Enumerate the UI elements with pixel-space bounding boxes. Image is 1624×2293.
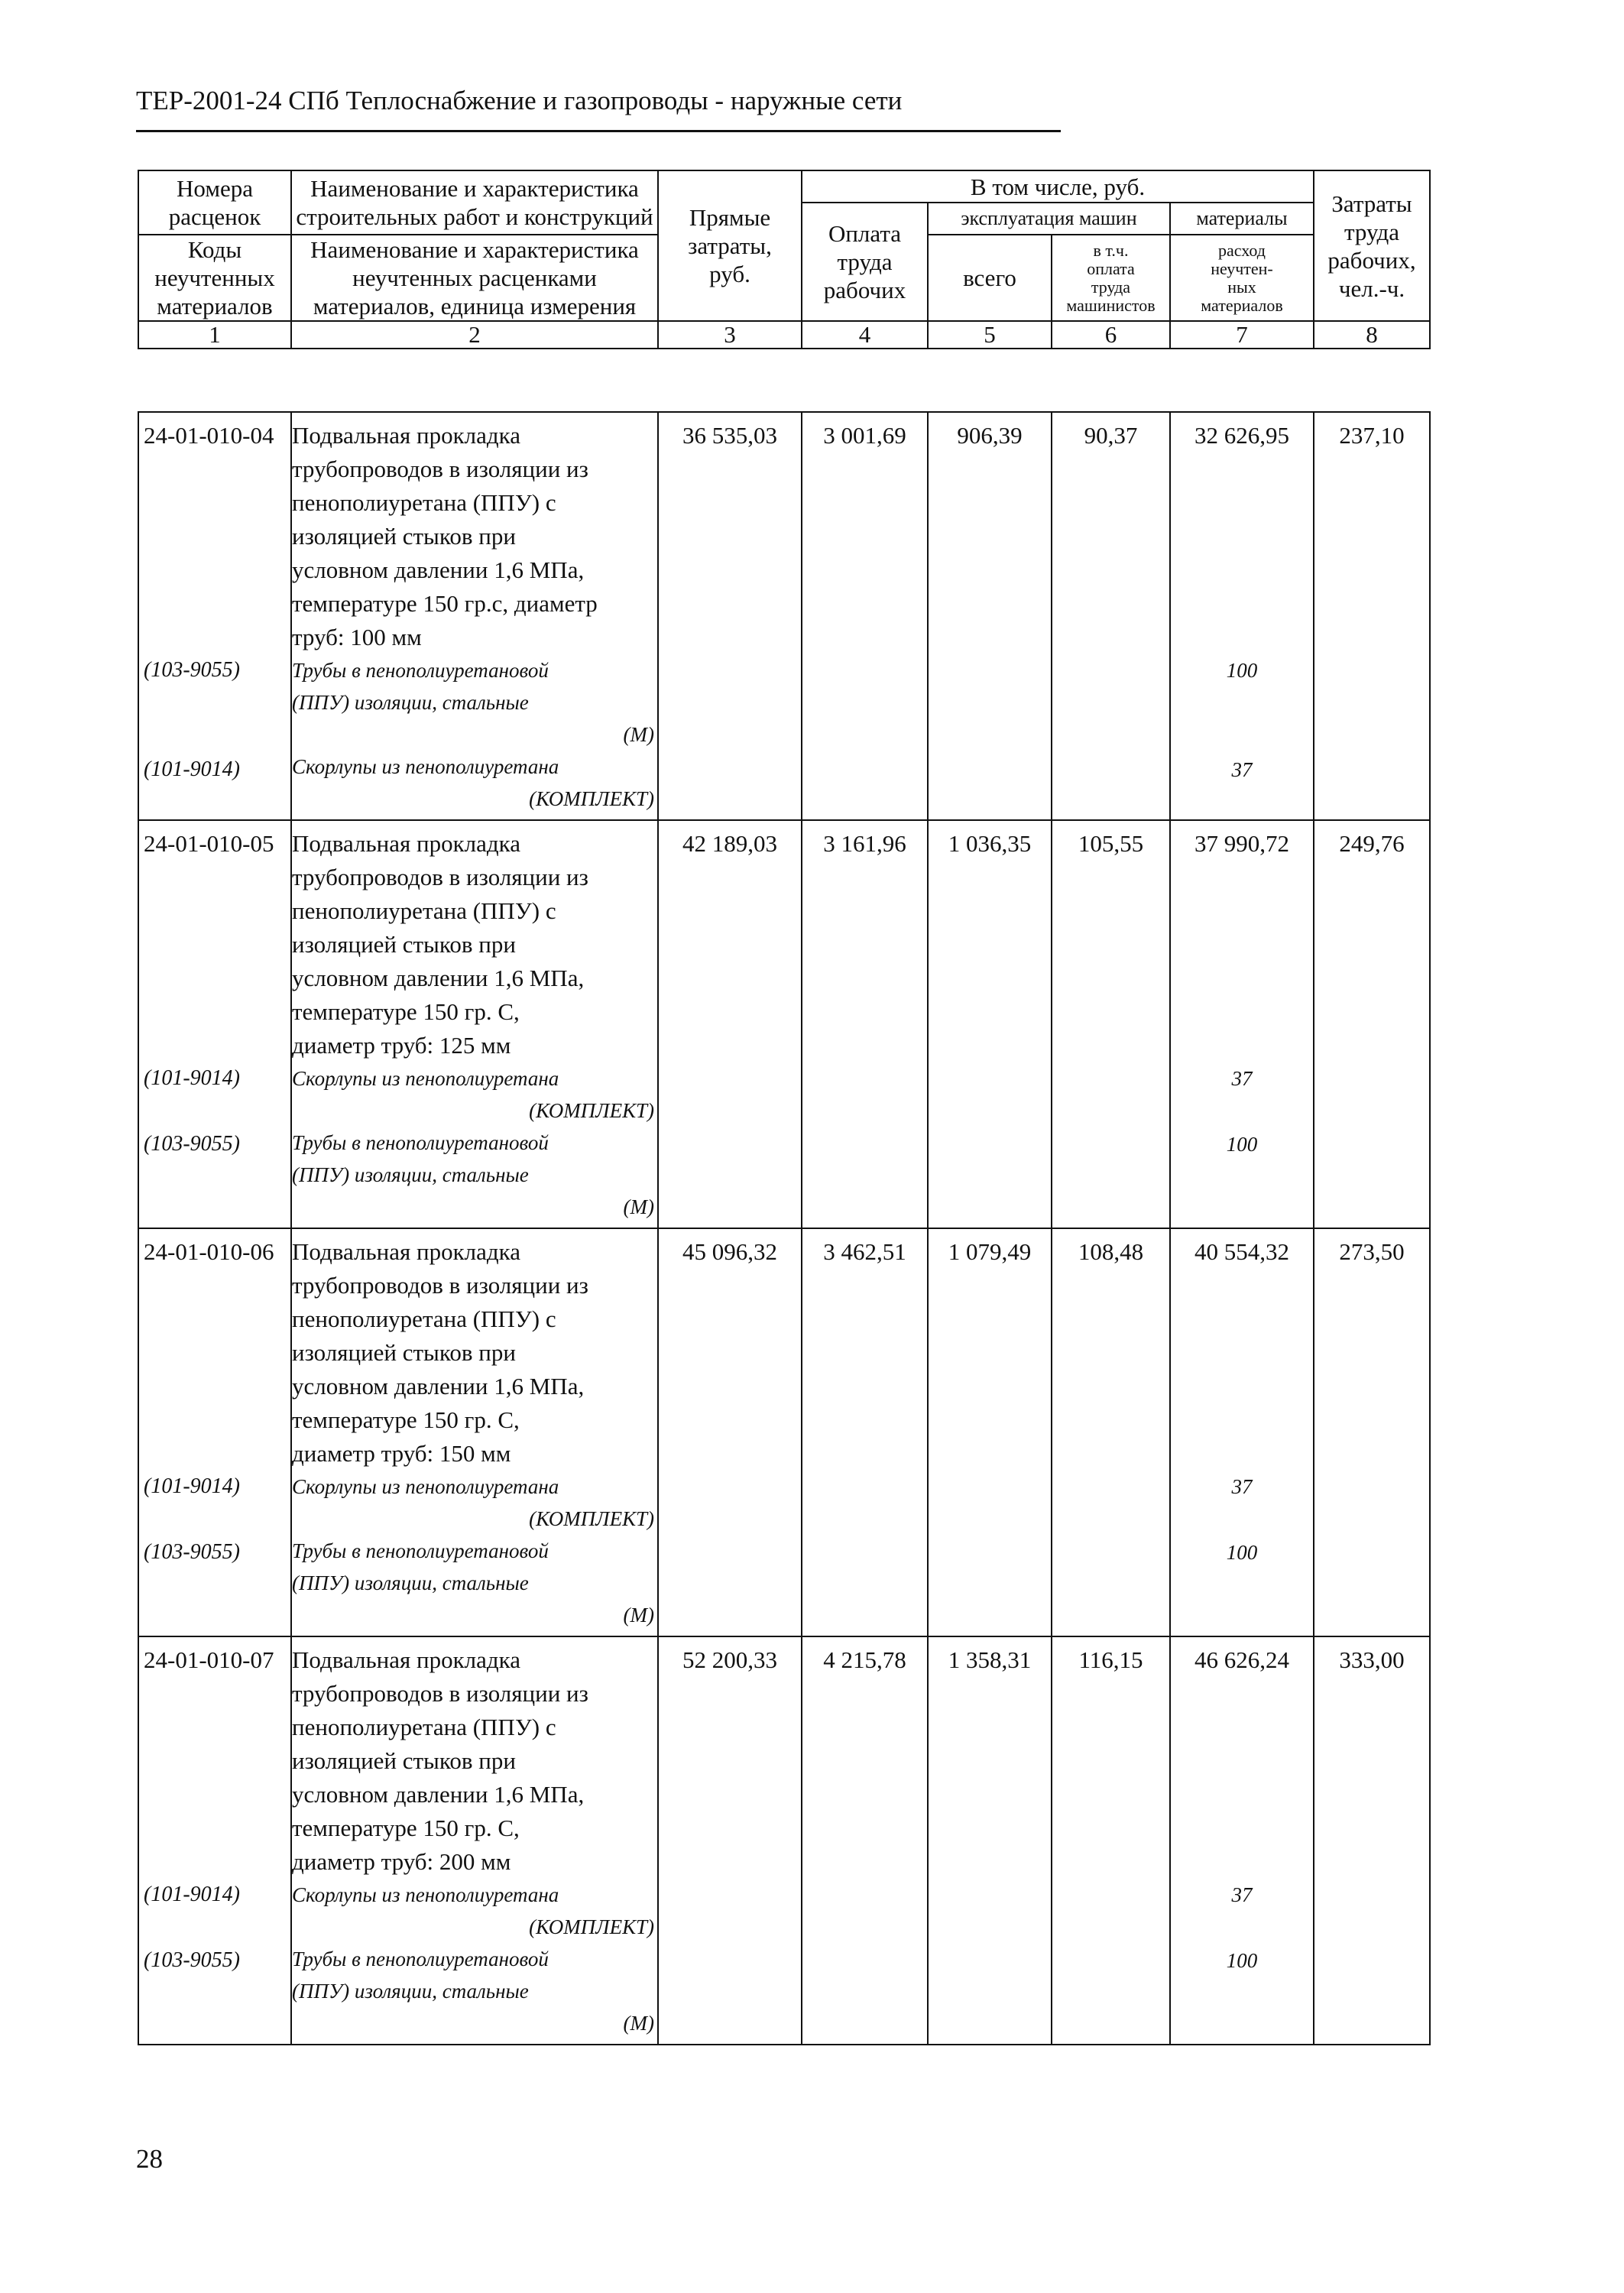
work-name-line: Подвальная прокладка (292, 1238, 520, 1265)
materials-cost: 46 626,24 (1194, 1646, 1289, 1673)
material-code: (101-9014) (144, 1883, 240, 1906)
material-quantity: 37 (1231, 1067, 1253, 1090)
work-name-line: условном давлении 1,6 МПа, (292, 556, 585, 583)
code-cell (138, 1228, 291, 1636)
header-material-names: Наименование и характеристика неучтенных расценками материалов, единица измерения (291, 235, 658, 321)
header-group-including: В том числе, руб. (802, 170, 1314, 203)
name-cell (291, 1228, 658, 1636)
header-worker-pay: Оплата труда рабочих (802, 203, 928, 321)
material-name: Трубы в пенополиуретановой (292, 1131, 549, 1154)
header-labor-hours: Затраты труда рабочих, чел.-ч. (1314, 170, 1430, 321)
work-name-line: диаметр труб: 150 мм (292, 1440, 511, 1467)
material-quantity: 37 (1231, 1475, 1253, 1498)
material-unit: (КОМПЛЕКТ) (529, 787, 654, 810)
rate-code: 24-01-010-05 (144, 830, 274, 857)
material-code: (103-9055) (144, 1540, 240, 1564)
header-work-name: Наименование и характеристика строительных работ и конструкций (291, 170, 658, 235)
code-cell (138, 1636, 291, 2045)
machinists-pay: 108,48 (1052, 1228, 1170, 1636)
table-row (138, 1636, 1430, 2045)
material-name: Трубы в пенополиуретановой (292, 1948, 549, 1970)
work-name-line: пенополиуретана (ППУ) с (292, 897, 556, 924)
header-rate-numbers: Номера расценок (138, 170, 291, 235)
column-number: 1 (138, 321, 291, 349)
work-name-line: трубопроводов в изоляции из (292, 1272, 588, 1299)
work-name-line: изоляцией стыков при (292, 1339, 516, 1366)
materials-cell (1170, 1228, 1314, 1636)
labor-hours: 237,10 (1314, 412, 1430, 820)
work-name-line: труб: 100 мм (292, 624, 422, 650)
work-name-line: Подвальная прокладка (292, 830, 520, 857)
material-name: Скорлупы из пенополиуретана (292, 1475, 559, 1498)
labor-hours: 273,50 (1314, 1228, 1430, 1636)
table-row (138, 1228, 1430, 1636)
work-name-line: диаметр труб: 200 мм (292, 1848, 511, 1875)
material-unit: (М) (623, 723, 654, 746)
header-direct-costs: Прямые затраты, руб. (658, 170, 802, 321)
direct-costs: 52 200,33 (658, 1636, 802, 2045)
material-name: Трубы в пенополиуретановой (292, 1539, 549, 1562)
material-code: (103-9055) (144, 1132, 240, 1156)
materials-cost: 40 554,32 (1194, 1238, 1289, 1265)
worker-pay: 3 161,96 (802, 820, 928, 1228)
title-rule (136, 130, 1061, 132)
material-quantity: 37 (1231, 758, 1253, 781)
material-code: (103-9055) (144, 658, 240, 682)
column-number: 3 (658, 321, 802, 349)
column-number: 4 (802, 321, 928, 349)
work-name-line: температуре 150 гр. С, (292, 998, 520, 1025)
work-name-line: температуре 150 гр.с, диаметр (292, 590, 598, 617)
material-name-continued: (ППУ) изоляции, стальные (292, 1571, 529, 1594)
work-name-line: условном давлении 1,6 МПа, (292, 965, 585, 991)
material-quantity: 100 (1226, 1541, 1258, 1564)
machinists-pay: 116,15 (1052, 1636, 1170, 2045)
machines-total: 1 036,35 (928, 820, 1052, 1228)
table-row (138, 820, 1430, 1228)
material-code: (101-9014) (144, 1474, 240, 1498)
document-title: ТЕР-2001-24 СПб Теплоснабжение и газопроводы - наружные сети (136, 86, 903, 115)
header-material-codes: Коды неучтенных материалов (138, 235, 291, 321)
header-unaccounted-materials: расход неучтен- ных материалов (1170, 235, 1314, 321)
material-quantity: 100 (1226, 659, 1258, 682)
machines-total: 1 358,31 (928, 1636, 1052, 2045)
work-name-line: пенополиуретана (ППУ) с (292, 489, 556, 516)
work-name-line: трубопроводов в изоляции из (292, 456, 588, 482)
rate-code: 24-01-010-06 (144, 1238, 274, 1265)
material-unit: (М) (623, 1195, 654, 1218)
work-name-line: Подвальная прокладка (292, 422, 520, 449)
work-name-line: Подвальная прокладка (292, 1646, 520, 1673)
table-row (138, 412, 1430, 820)
materials-cost: 37 990,72 (1194, 830, 1289, 857)
column-number: 8 (1314, 321, 1430, 349)
materials-cell (1170, 412, 1314, 820)
material-unit: (КОМПЛЕКТ) (529, 1915, 654, 1938)
work-name-line: трубопроводов в изоляции из (292, 864, 588, 890)
material-name: Скорлупы из пенополиуретана (292, 1883, 559, 1906)
work-name-line: условном давлении 1,6 МПа, (292, 1781, 585, 1808)
name-cell (291, 412, 658, 820)
rate-code: 24-01-010-04 (144, 422, 274, 449)
machines-total: 1 079,49 (928, 1228, 1052, 1636)
work-name-line: изоляцией стыков при (292, 1747, 516, 1774)
direct-costs: 36 535,03 (658, 412, 802, 820)
material-quantity: 100 (1226, 1949, 1258, 1972)
worker-pay: 4 215,78 (802, 1636, 928, 2045)
work-name-line: диаметр труб: 125 мм (292, 1032, 511, 1059)
material-name-continued: (ППУ) изоляции, стальные (292, 1163, 529, 1186)
work-name-line: трубопроводов в изоляции из (292, 1680, 588, 1707)
table-header (138, 170, 1431, 349)
column-number: 5 (928, 321, 1052, 349)
material-code: (101-9014) (144, 1066, 240, 1090)
header-materials: материалы (1170, 203, 1314, 235)
code-cell (138, 412, 291, 820)
materials-cost: 32 626,95 (1194, 422, 1289, 449)
material-unit: (КОМПЛЕКТ) (529, 1507, 654, 1530)
material-code: (103-9055) (144, 1948, 240, 1972)
material-name-continued: (ППУ) изоляции, стальные (292, 691, 529, 714)
page-number: 28 (136, 2144, 163, 2174)
material-unit: (КОМПЛЕКТ) (529, 1099, 654, 1122)
name-cell (291, 820, 658, 1228)
header-machinists-pay: в т.ч. оплата труда машинистов (1052, 235, 1170, 321)
material-unit: (М) (623, 2012, 654, 2035)
work-name-line: температуре 150 гр. С, (292, 1406, 520, 1433)
work-name-line: изоляцией стыков при (292, 523, 516, 550)
material-quantity: 37 (1231, 1883, 1253, 1906)
worker-pay: 3 462,51 (802, 1228, 928, 1636)
machinists-pay: 105,55 (1052, 820, 1170, 1228)
work-name-line: температуре 150 гр. С, (292, 1815, 520, 1841)
work-name-line: пенополиуретана (ППУ) с (292, 1714, 556, 1740)
materials-cell (1170, 820, 1314, 1228)
material-name: Скорлупы из пенополиуретана (292, 755, 559, 778)
material-name: Скорлупы из пенополиуретана (292, 1067, 559, 1090)
name-cell (291, 1636, 658, 2045)
column-number: 2 (291, 321, 658, 349)
materials-cell (1170, 1636, 1314, 2045)
material-name: Трубы в пенополиуретановой (292, 659, 549, 682)
material-quantity: 100 (1226, 1133, 1258, 1156)
work-name-line: пенополиуретана (ППУ) с (292, 1305, 556, 1332)
header-machines: эксплуатация машин (928, 203, 1170, 235)
column-number: 7 (1170, 321, 1314, 349)
labor-hours: 249,76 (1314, 820, 1430, 1228)
column-number: 6 (1052, 321, 1170, 349)
work-name-line: изоляцией стыков при (292, 931, 516, 958)
machines-total: 906,39 (928, 412, 1052, 820)
work-name-line: условном давлении 1,6 МПа, (292, 1373, 585, 1399)
code-cell (138, 820, 291, 1228)
labor-hours: 333,00 (1314, 1636, 1430, 2045)
direct-costs: 42 189,03 (658, 820, 802, 1228)
rates-table (138, 411, 1431, 2045)
material-code: (101-9014) (144, 757, 240, 781)
worker-pay: 3 001,69 (802, 412, 928, 820)
machinists-pay: 90,37 (1052, 412, 1170, 820)
header-machines-total: всего (928, 235, 1052, 321)
rate-code: 24-01-010-07 (144, 1646, 274, 1673)
material-name-continued: (ППУ) изоляции, стальные (292, 1980, 529, 2003)
direct-costs: 45 096,32 (658, 1228, 802, 1636)
material-unit: (М) (623, 1604, 654, 1627)
